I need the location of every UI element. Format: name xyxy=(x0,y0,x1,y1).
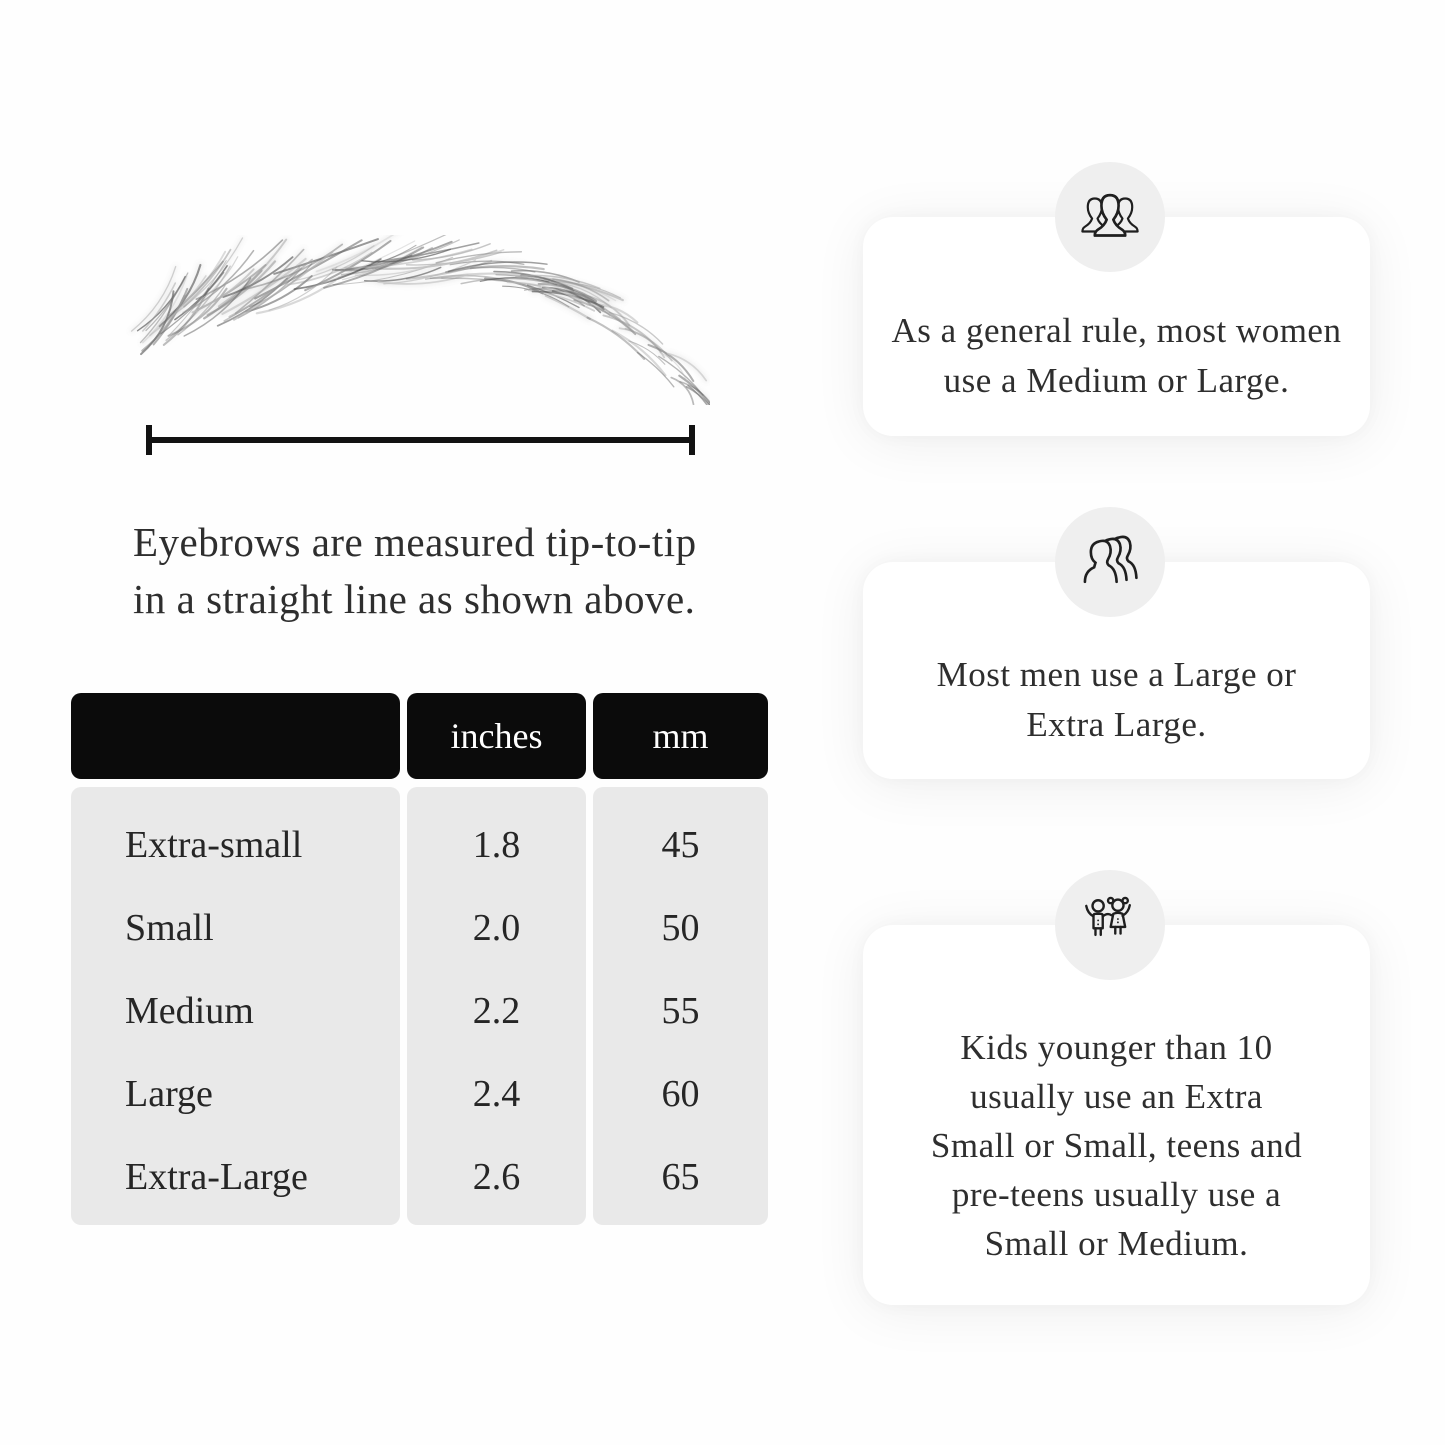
men-group-icon xyxy=(1055,507,1165,617)
table-cell-inches: 1.8 xyxy=(472,823,521,866)
table-header-size xyxy=(71,693,400,779)
women-group-icon xyxy=(1055,162,1165,272)
card-text-line: Extra Large. xyxy=(1026,704,1207,744)
card-text-line: use a Medium or Large. xyxy=(943,360,1290,400)
measurement-line xyxy=(148,437,693,443)
card-text-line: usually use an Extra xyxy=(970,1076,1263,1116)
table-cell-label: Extra-Large xyxy=(125,1156,308,1199)
table-cell-inches: 2.2 xyxy=(472,989,521,1032)
card-text-line: As a general rule, most women xyxy=(891,310,1342,350)
table-cell-label: Large xyxy=(125,1073,213,1116)
caption-line: in a straight line as shown above. xyxy=(133,576,696,622)
table-cell-label: Medium xyxy=(125,989,254,1032)
men-group-icon-glyph xyxy=(1077,529,1143,595)
table-cell-mm: 65 xyxy=(661,1156,700,1199)
card-text-line: Kids younger than 10 xyxy=(960,1027,1273,1067)
measurement-caption xyxy=(133,514,773,628)
table-cell-mm: 55 xyxy=(661,989,700,1032)
table-cell-label: Extra-small xyxy=(125,823,303,866)
table-cell-mm: 50 xyxy=(661,906,700,949)
table-cell-inches: 2.0 xyxy=(472,906,521,949)
card-text-line: Small or Medium. xyxy=(984,1223,1249,1263)
card-text-line: pre-teens usually use a xyxy=(951,1174,1282,1214)
eyebrow-illustration xyxy=(110,235,710,405)
table-column-inches xyxy=(407,787,586,1225)
table-header-inches: inches xyxy=(407,693,586,779)
women-group-icon-glyph xyxy=(1077,184,1143,250)
kids-icon xyxy=(1055,870,1165,980)
table-column-mm xyxy=(593,787,768,1225)
table-column-labels xyxy=(71,787,400,1225)
table-cell-mm: 45 xyxy=(661,823,700,866)
card-text-line: Most men use a Large or xyxy=(936,654,1297,694)
table-header-mm: mm xyxy=(593,693,768,779)
info-card-kids xyxy=(863,925,1370,1305)
caption-line: Eyebrows are measured tip-to-tip xyxy=(133,519,697,565)
info-card-kids-text xyxy=(931,1023,1302,1268)
table-cell-label: Small xyxy=(125,906,214,949)
table-cell-inches: 2.4 xyxy=(472,1073,521,1116)
table-cell-mm: 60 xyxy=(661,1073,700,1116)
kids-icon-glyph xyxy=(1077,892,1143,958)
card-text-line: Small or Small, teens and xyxy=(930,1125,1303,1165)
info-card-men-text xyxy=(937,650,1297,750)
table-cell-inches: 2.6 xyxy=(472,1156,521,1199)
info-card-women-text xyxy=(892,306,1342,406)
